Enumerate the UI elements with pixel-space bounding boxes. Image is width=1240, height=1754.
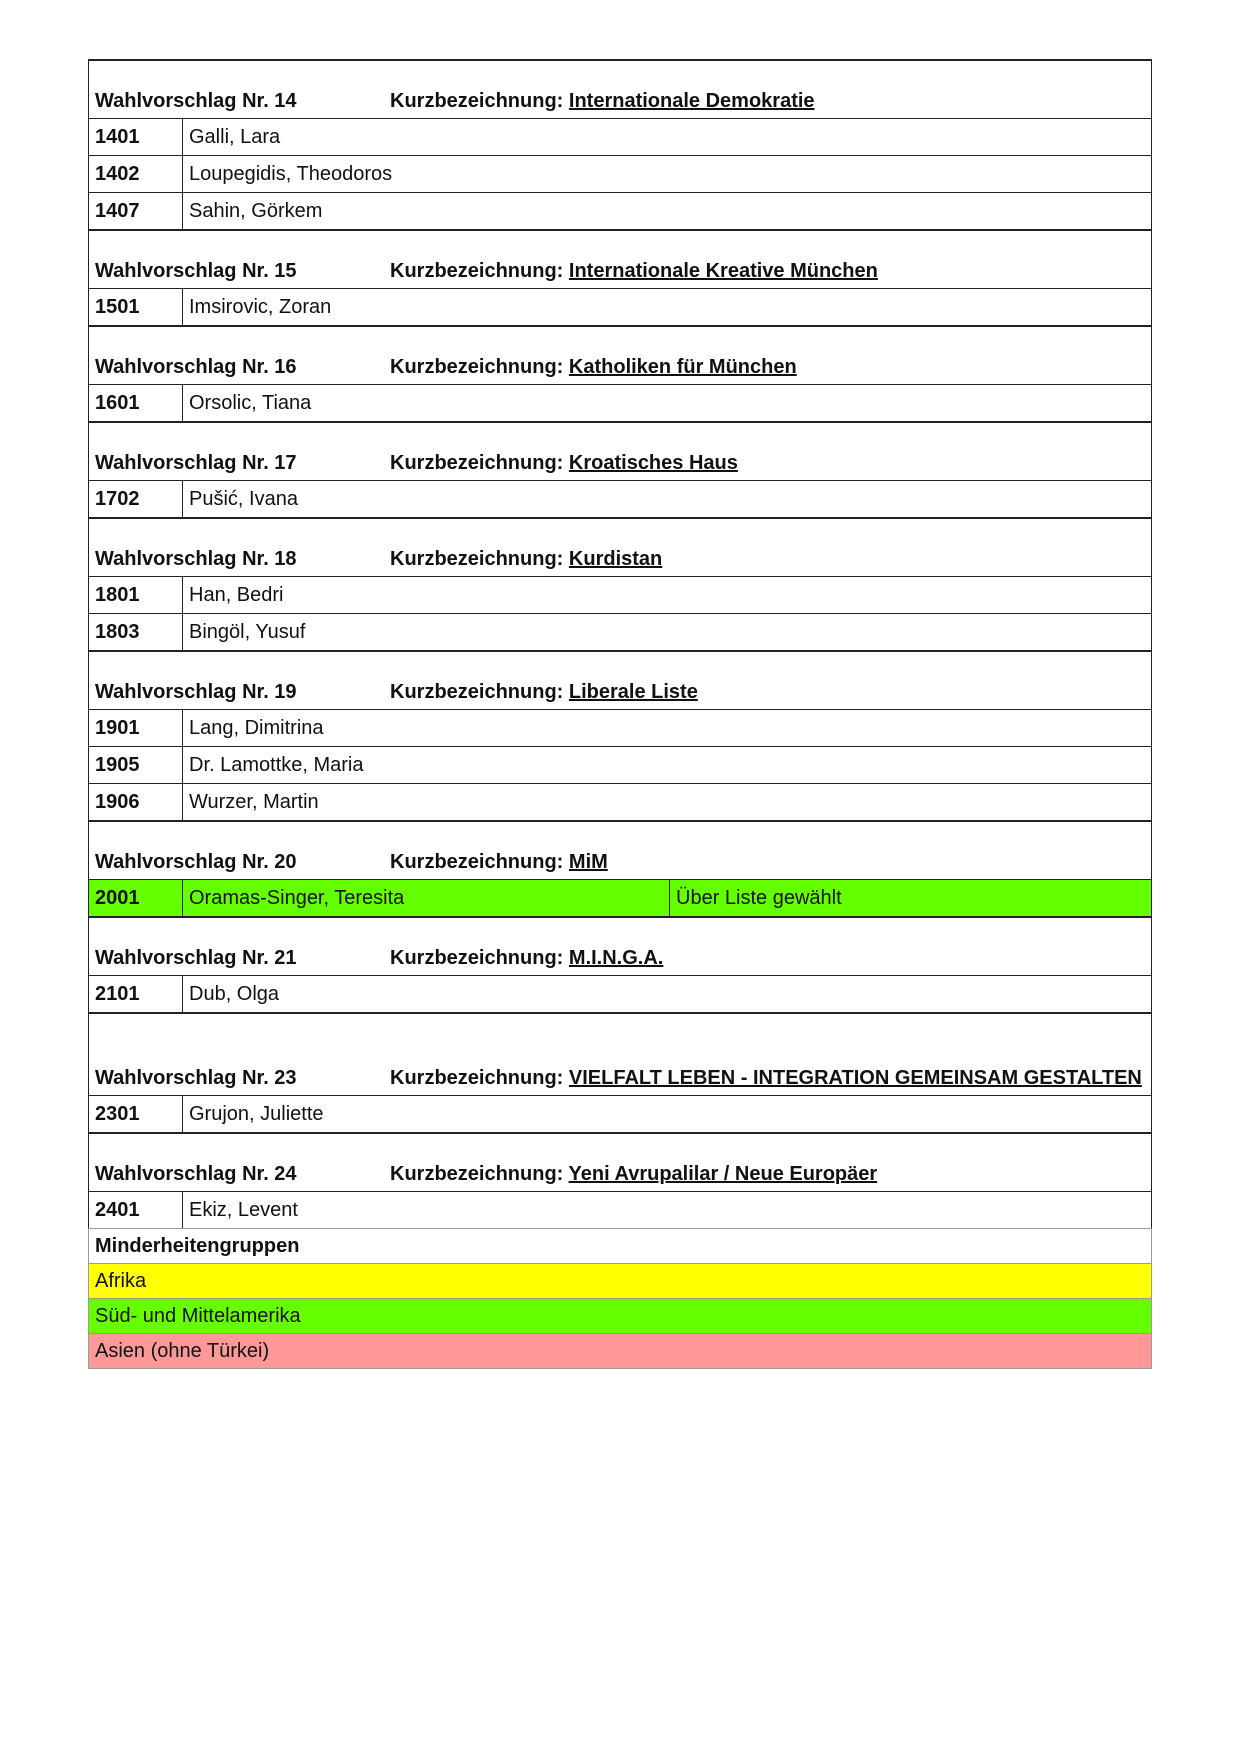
candidate-number: 1402 xyxy=(89,156,183,193)
group-header xyxy=(89,1133,1152,1192)
kurzbezeichnung-label: Kurzbezeichnung: xyxy=(390,681,564,703)
candidate-name: Grujon, Juliette xyxy=(183,1096,1152,1134)
group-header-row xyxy=(89,917,1152,976)
kurzbezeichnung-name: Liberale Liste xyxy=(568,681,698,703)
candidate-row xyxy=(89,119,1152,156)
legend-table xyxy=(88,1228,1152,1369)
candidate-name: Lang, Dimitrina xyxy=(183,710,1152,747)
candidate-number: 2401 xyxy=(89,1192,183,1229)
legend-item-label: Asien (ohne Türkei) xyxy=(89,1334,1152,1369)
legend-title-row xyxy=(89,1229,1152,1264)
legend-item-label: Afrika xyxy=(89,1264,1152,1299)
candidate-name: Han, Bedri xyxy=(183,577,1152,614)
group-header xyxy=(89,518,1152,577)
wahlvorschlag-label: Wahlvorschlag Nr. 18 xyxy=(95,548,297,570)
candidate-number: 1801 xyxy=(89,577,183,614)
candidate-row xyxy=(89,481,1152,519)
candidate-number: 1401 xyxy=(89,119,183,156)
kurzbezeichnung-name: Kurdistan xyxy=(568,548,663,570)
wahlvorschlag-label: Wahlvorschlag Nr. 20 xyxy=(95,851,297,873)
kurzbezeichnung-name: M.I.N.G.A. xyxy=(568,947,664,969)
wahlvorschlag-label: Wahlvorschlag Nr. 16 xyxy=(95,356,297,378)
group-header-row xyxy=(89,821,1152,880)
candidate-name: Oramas-Singer, Teresita xyxy=(183,880,670,918)
candidate-name: Ekiz, Levent xyxy=(183,1192,1152,1229)
candidate-name: Imsirovic, Zoran xyxy=(183,289,1152,327)
wahlvorschlag-label: Wahlvorschlag Nr. 17 xyxy=(95,452,297,474)
candidate-row xyxy=(89,1192,1152,1229)
candidate-row xyxy=(89,385,1152,423)
candidate-row xyxy=(89,747,1152,784)
group-header-row xyxy=(89,1133,1152,1192)
candidate-row xyxy=(89,614,1152,652)
legend-title: Minderheitengruppen xyxy=(89,1229,1152,1264)
candidate-number: 1601 xyxy=(89,385,183,423)
candidate-row xyxy=(89,880,1152,918)
candidate-row xyxy=(89,1096,1152,1134)
kurzbezeichnung-label: Kurzbezeichnung: xyxy=(390,851,564,873)
wahlvorschlag-label: Wahlvorschlag Nr. 19 xyxy=(95,681,297,703)
candidate-number: 1803 xyxy=(89,614,183,652)
wahlvorschlag-label: Wahlvorschlag Nr. 15 xyxy=(95,260,297,282)
candidate-name: Galli, Lara xyxy=(183,119,1152,156)
candidate-name: Dr. Lamottke, Maria xyxy=(183,747,1152,784)
kurzbezeichnung-label: Kurzbezeichnung: xyxy=(390,1067,564,1089)
candidate-name: Orsolic, Tiana xyxy=(183,385,1152,423)
wahlvorschlag-label: Wahlvorschlag Nr. 14 xyxy=(95,90,297,112)
group-header-row xyxy=(89,60,1152,119)
candidate-number: 1906 xyxy=(89,784,183,822)
kurzbezeichnung-label: Kurzbezeichnung: xyxy=(390,947,564,969)
group-header-row xyxy=(89,326,1152,385)
kurzbezeichnung-name: Yeni Avrupalilar / Neue Europäer xyxy=(568,1163,878,1185)
candidate-number: 2001 xyxy=(89,880,183,918)
kurzbezeichnung-name: Katholiken für München xyxy=(568,356,797,378)
candidate-row xyxy=(89,976,1152,1014)
candidate-name: Bingöl, Yusuf xyxy=(183,614,1152,652)
group-header xyxy=(89,326,1152,385)
kurzbezeichnung-label: Kurzbezeichnung: xyxy=(390,1163,564,1185)
legend-item xyxy=(89,1264,1152,1299)
legend-item xyxy=(89,1299,1152,1334)
candidate-row xyxy=(89,193,1152,231)
kurzbezeichnung-label: Kurzbezeichnung: xyxy=(390,260,564,282)
legend-item-label: Süd- und Mittelamerika xyxy=(89,1299,1152,1334)
wahlvorschlag-label: Wahlvorschlag Nr. 23 xyxy=(95,1067,297,1089)
candidate-row xyxy=(89,784,1152,822)
group-header xyxy=(89,917,1152,976)
wahlvorschlag-label: Wahlvorschlag Nr. 24 xyxy=(95,1163,297,1185)
candidate-number: 1901 xyxy=(89,710,183,747)
candidate-name: Wurzer, Martin xyxy=(183,784,1152,822)
candidate-name: Dub, Olga xyxy=(183,976,1152,1014)
group-header xyxy=(89,1013,1152,1096)
candidate-number: 2301 xyxy=(89,1096,183,1134)
wahlvorschlag-label: Wahlvorschlag Nr. 21 xyxy=(95,947,297,969)
candidate-name: Loupegidis, Theodoros xyxy=(183,156,1152,193)
candidate-row xyxy=(89,710,1152,747)
group-header xyxy=(89,60,1152,119)
candidate-number: 1501 xyxy=(89,289,183,327)
kurzbezeichnung-label: Kurzbezeichnung: xyxy=(390,452,564,474)
kurzbezeichnung-label: Kurzbezeichnung: xyxy=(390,90,564,112)
kurzbezeichnung-name: MiM xyxy=(568,851,608,873)
kurzbezeichnung-name: Internationale Kreative München xyxy=(568,260,878,282)
results-table xyxy=(88,59,1152,1229)
candidate-number: 1407 xyxy=(89,193,183,231)
group-header-row xyxy=(89,1013,1152,1096)
group-header-row xyxy=(89,422,1152,481)
candidate-row xyxy=(89,289,1152,327)
group-header xyxy=(89,230,1152,289)
candidate-name: Pušić, Ivana xyxy=(183,481,1152,519)
candidate-name: Sahin, Görkem xyxy=(183,193,1152,231)
group-header xyxy=(89,821,1152,880)
candidate-number: 1702 xyxy=(89,481,183,519)
candidate-note: Über Liste gewählt xyxy=(670,880,1152,918)
group-header xyxy=(89,651,1152,710)
legend-item xyxy=(89,1334,1152,1369)
kurzbezeichnung-name: Internationale Demokratie xyxy=(568,90,815,112)
kurzbezeichnung-label: Kurzbezeichnung: xyxy=(390,356,564,378)
group-header-row xyxy=(89,651,1152,710)
kurzbezeichnung-name: VIELFALT LEBEN - INTEGRATION GEMEINSAM GESTALTEN xyxy=(568,1067,1142,1089)
candidate-number: 1905 xyxy=(89,747,183,784)
candidate-number: 2101 xyxy=(89,976,183,1014)
group-header xyxy=(89,422,1152,481)
kurzbezeichnung-label: Kurzbezeichnung: xyxy=(390,548,564,570)
candidate-row xyxy=(89,156,1152,193)
candidate-row xyxy=(89,577,1152,614)
kurzbezeichnung-name: Kroatisches Haus xyxy=(568,452,738,474)
group-header-row xyxy=(89,518,1152,577)
group-header-row xyxy=(89,230,1152,289)
